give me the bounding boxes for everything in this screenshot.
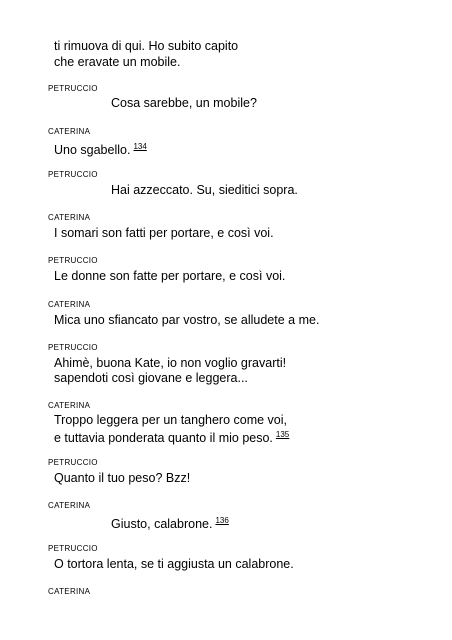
dialogue-line: ti rimuova di qui. Ho subito capito xyxy=(54,39,239,53)
footnote-reference[interactable]: 135 xyxy=(275,430,290,439)
speaker-name: CATERINA xyxy=(48,213,91,222)
dialogue-line: sapendoti così giovane e leggera... xyxy=(54,371,248,385)
footnote-reference[interactable]: 134 xyxy=(133,142,147,151)
speaker-name: PETRUCCIO xyxy=(48,458,98,467)
dialogue-text: Giusto, calabrone. xyxy=(111,517,213,531)
speaker-name: PETRUCCIO xyxy=(48,544,98,553)
speaker-name: PETRUCCIO xyxy=(48,343,98,352)
dialogue-line: Ahimè, buona Kate, io non voglio gravarti! xyxy=(54,356,287,370)
speaker-name: CATERINA xyxy=(48,401,91,410)
dialogue-line xyxy=(111,513,229,532)
dialogue-line: Le donne son fatte per portare, e così voi. xyxy=(54,269,286,283)
dialogue-line xyxy=(54,427,289,446)
dialogue-line: Mica uno sfiancato par vostro, se alludete a me. xyxy=(54,313,320,327)
dialogue-line xyxy=(54,139,147,158)
dialogue-line: Quanto il tuo peso? Bzz! xyxy=(54,471,191,485)
speaker-name: CATERINA xyxy=(48,300,91,309)
dialogue-line: Troppo leggera per un tanghero come voi, xyxy=(54,413,288,427)
dialogue-text: e tuttavia ponderata quanto il mio peso. xyxy=(54,431,273,445)
speaker-name: PETRUCCIO xyxy=(48,256,98,265)
speaker-name: CATERINA xyxy=(48,501,91,510)
speaker-name: PETRUCCIO xyxy=(48,170,98,179)
dialogue-line: I somari son fatti per portare, e così voi. xyxy=(54,226,274,240)
speaker-name: CATERINA xyxy=(48,127,91,136)
dialogue-line: Hai azzeccato. Su, sieditici sopra. xyxy=(111,183,298,197)
footnote-reference[interactable]: 136 xyxy=(215,516,229,525)
speaker-name: PETRUCCIO xyxy=(48,84,98,93)
dialogue-line: Cosa sarebbe, un mobile? xyxy=(111,96,257,110)
dialogue-line: che eravate un mobile. xyxy=(54,55,181,69)
dialogue-text: Uno sgabello. xyxy=(54,143,131,157)
speaker-name: CATERINA xyxy=(48,587,91,596)
dialogue-line: O tortora lenta, se ti aggiusta un calabrone. xyxy=(54,557,294,571)
